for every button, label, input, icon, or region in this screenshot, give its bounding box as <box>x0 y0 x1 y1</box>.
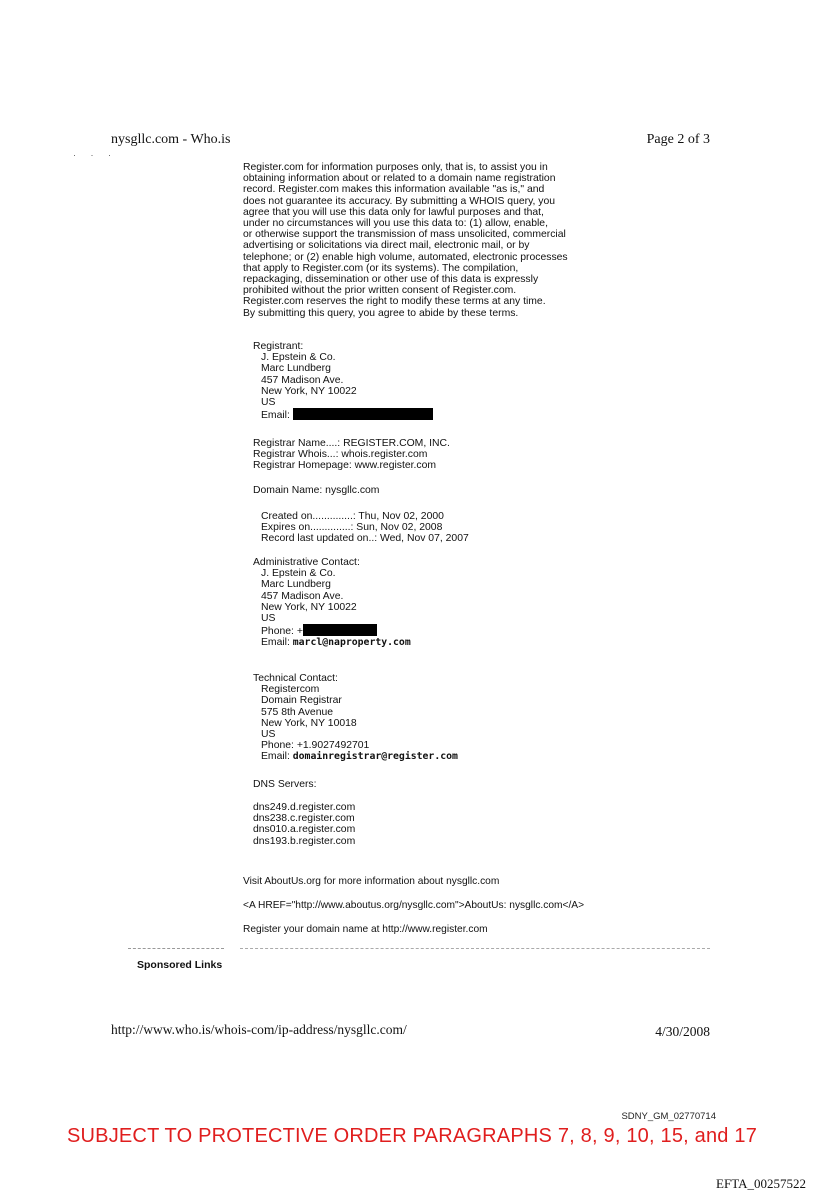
tech-line: New York, NY 10018 <box>261 717 357 729</box>
page-header-title: nysgllc.com - Who.is <box>111 132 231 147</box>
registrant-line: Marc Lundberg <box>261 363 331 375</box>
registrant-label: Registrant: <box>253 341 304 352</box>
terms-line: record. Register.com makes this information available "as is," and <box>243 184 545 196</box>
admin-label: Administrative Contact: <box>253 557 360 568</box>
registrant-line: US <box>261 397 276 409</box>
terms-line: prohibited without the prior written consent of Register.com. <box>243 285 517 297</box>
aboutus-visit-text: Visit AboutUs.org for more information about nysgllc.com <box>243 876 500 887</box>
admin-line: New York, NY 10022 <box>261 601 357 613</box>
aboutus-href-text: <A HREF="http://www.aboutus.org/nysgllc.com">AboutUs: nysgllc.com</A> <box>243 900 585 911</box>
domain-name: Domain Name: nysgllc.com <box>253 485 380 496</box>
divider <box>240 948 710 950</box>
admin-email: marcl@naproperty.com <box>292 637 411 649</box>
dns-server: dns238.c.register.com <box>253 813 355 825</box>
admin-line: 457 Madison Ave. <box>261 590 344 602</box>
terms-line: agree that you will use this data only for lawful purposes and that, <box>243 206 544 218</box>
dates-block <box>261 511 469 545</box>
register-domain-text: Register your domain name at http://www.register.com <box>243 924 488 935</box>
terms-line: obtaining information about or related to a domain name registration <box>243 173 556 185</box>
terms-line: that apply to Register.com (or its systems). The compilation, <box>243 262 519 274</box>
dns-server: dns010.a.register.com <box>253 824 356 836</box>
scan-specks: · · · <box>73 150 117 160</box>
dns-server: dns193.b.register.com <box>253 835 356 847</box>
tech-line: US <box>261 729 276 741</box>
tech-line: 575 8th Avenue <box>261 706 334 718</box>
tech-email: domainregistrar@register.com <box>292 751 458 763</box>
terms-line: Register.com for information purposes only, that is, to assist you in <box>243 162 548 173</box>
terms-line: does not guarantee its accuracy. By submitting a WHOIS query, you <box>243 195 556 207</box>
tech-line: Phone: +1.9027492701 <box>261 740 370 752</box>
terms-line: under no circumstances will you use this data to: (1) allow, enable, <box>243 218 548 230</box>
registrant-block <box>253 341 433 421</box>
registrant-line: New York, NY 10022 <box>261 385 357 397</box>
tech-line: Registercom <box>261 684 320 696</box>
admin-contact-block <box>253 557 411 649</box>
registrar-line: Registrar Name....: REGISTER.COM, INC. <box>253 438 450 449</box>
admin-line: J. Epstein & Co. <box>261 568 336 580</box>
registrant-line: 457 Madison Ave. <box>261 374 344 386</box>
footer-date: 4/30/2008 <box>655 1024 710 1039</box>
admin-phone-label: Phone: + <box>261 626 303 638</box>
tech-label: Technical Contact: <box>253 673 338 684</box>
registrant-email-row <box>253 408 433 421</box>
admin-line: US <box>261 613 276 625</box>
divider <box>128 948 224 950</box>
terms-line: By submitting this query, you agree to abide by these terms. <box>243 307 519 319</box>
admin-email-label: Email: <box>261 637 290 649</box>
date-line: Record last updated on..: Wed, Nov 07, 2007 <box>261 533 469 545</box>
date-line: Created on..............: Thu, Nov 02, 2000 <box>261 511 444 522</box>
tech-line: Domain Registrar <box>261 695 342 707</box>
redaction-bar <box>293 408 433 420</box>
registrar-line: Registrar Homepage: www.register.com <box>253 460 437 472</box>
redaction-bar <box>303 624 377 636</box>
registrar-block <box>253 438 450 472</box>
terms-line: advertising or solicitations via direct mail, electronic mail, or by <box>243 240 530 252</box>
dns-label: DNS Servers: <box>253 779 317 790</box>
date-line: Expires on..............: Sun, Nov 02, 2008 <box>261 522 443 534</box>
page-number: Page 2 of 3 <box>646 132 710 147</box>
dns-server-list <box>253 802 355 847</box>
terms-line: telephone; or (2) enable high volume, automated, electronic processes <box>243 251 568 263</box>
terms-line: Register.com reserves the right to modify these terms at any time. <box>243 296 546 308</box>
tech-email-row <box>253 751 458 762</box>
admin-email-row <box>253 637 411 648</box>
terms-line: repackaging, dissemination or other use of this data is expressly <box>243 274 539 286</box>
admin-phone-row <box>253 624 411 637</box>
terms-line: or otherwise support the transmission of mass unsolicited, commercial <box>243 229 566 241</box>
registrant-email-label: Email: <box>261 410 290 422</box>
bates-number: SDNY_GM_02770714 <box>621 1111 716 1122</box>
efta-number: EFTA_00257522 <box>716 1176 806 1191</box>
dns-server: dns249.d.register.com <box>253 802 356 813</box>
registrant-line: J. Epstein & Co. <box>261 352 336 364</box>
footer-url: http://www.who.is/whois-com/ip-address/nysgllc.com/ <box>111 1022 407 1037</box>
tech-email-label: Email: <box>261 751 290 763</box>
tech-contact-block <box>253 673 458 763</box>
admin-line: Marc Lundberg <box>261 579 331 591</box>
registrar-line: Registrar Whois...: whois.register.com <box>253 449 428 461</box>
terms-of-use-text <box>243 162 568 319</box>
sponsored-links-heading: Sponsored Links <box>137 959 223 971</box>
protective-order-stamp: SUBJECT TO PROTECTIVE ORDER PARAGRAPHS 7, 8, 9, 10, 15, and 17 <box>66 1125 758 1147</box>
